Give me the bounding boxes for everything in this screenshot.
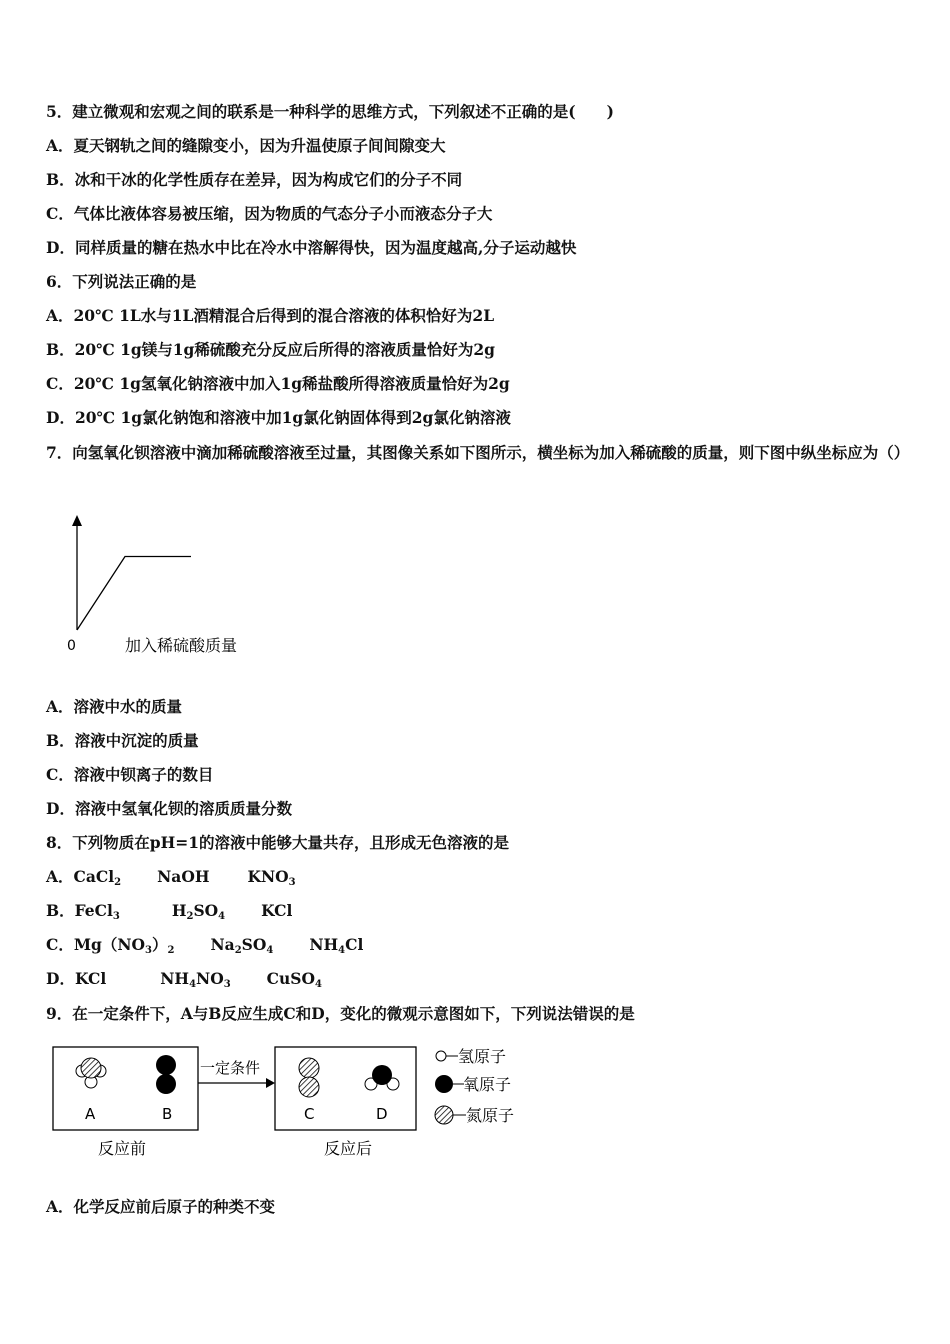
q5-option-a[interactable]: A．夏天钢轨之间的缝隙变小，因为升温使原子间间隙变大: [46, 136, 446, 155]
q8-c-label: C．: [46, 935, 74, 954]
graph-origin-label: 0: [67, 638, 76, 654]
legend-oxygen: [435, 1075, 511, 1094]
label-a: A: [85, 1105, 96, 1123]
q8-d-cuso4: CuSO$_4$: [266, 969, 322, 990]
q7-option-d[interactable]: D．溶液中氢氧化钡的溶质质量分数: [46, 799, 292, 818]
q5-option-d[interactable]: D．同样质量的糖在热水中比在冷水中溶解得快，因为温度越高,分子运动越快: [46, 238, 577, 257]
q8-d-nh4no3: $NH_4NO_3$: [160, 969, 231, 990]
q6-stem: 6．下列说法正确的是: [46, 272, 197, 291]
q8-d-kcl: KCl: [74, 969, 107, 988]
q8-b-fecl3: FeCl$_3$: [74, 901, 120, 922]
q8-a-cacl2: CaCl$_2$: [73, 867, 122, 888]
arrow-head-icon: [266, 1078, 275, 1088]
molecule-c: [299, 1058, 319, 1097]
q9-option-a[interactable]: A．化学反应前后原子的种类不变: [46, 1197, 276, 1216]
label-b: B: [162, 1105, 173, 1123]
before-box: [53, 1047, 198, 1130]
caption-before: 反应前: [98, 1139, 147, 1158]
molecule-a: [76, 1058, 106, 1088]
q9-diagram: [48, 1038, 548, 1168]
q7-option-c[interactable]: C．溶液中钡离子的数目: [46, 765, 214, 784]
molecule-b: [156, 1055, 176, 1094]
q8-c-mgno32: $Mg(NO_3)_2$: [73, 935, 175, 956]
q8-option-c[interactable]: [46, 935, 363, 955]
q6-option-b[interactable]: B．20℃ 1g镁与1g稀硫酸充分反应后所得的溶液质量恰好为2g: [46, 340, 496, 359]
q6-option-d[interactable]: D．20℃ 1g氯化钠饱和溶液中加1g氯化钠固体得到2g氯化钠溶液: [46, 408, 511, 427]
hydrogen-atom-icon: [436, 1051, 446, 1061]
label-d: D: [376, 1105, 388, 1123]
q8-option-a[interactable]: [46, 867, 296, 887]
q7-graph: [55, 510, 270, 660]
q8-c-na2so4: $Na_2SO_4$: [210, 935, 274, 956]
nitrogen-atom-icon: [435, 1106, 453, 1124]
q9-stem: 9．在一定条件下，A与B反应生成C和D，变化的微观示意图如下，下列说法错误的是: [46, 1004, 635, 1023]
legend-hydrogen-label: 氢原子: [458, 1047, 507, 1066]
q5-stem: 5．建立微观和宏观之间的联系是一种科学的思维方式，下列叙述不正确的是( ): [46, 102, 614, 121]
q8-a-kno3: $KNO_3$: [247, 867, 296, 888]
q8-stem: 8．下列物质在pH=1的溶液中能够大量共存，且形成无色溶液的是: [46, 833, 510, 852]
q8-b-h2so4: $H_2SO_4$: [171, 901, 226, 922]
q8-b-label: B．: [46, 901, 75, 920]
legend-hydrogen: [436, 1047, 506, 1066]
q7-stem: 7．向氢氧化钡溶液中滴加稀硫酸溶液至过量，其图像关系如下图所示，横坐标为加入稀硫酸的质量，则下图中纵坐标应为（）: [46, 443, 910, 462]
legend-oxygen-label: 氧原子: [463, 1075, 512, 1094]
legend-nitrogen: [435, 1106, 514, 1125]
label-c: C: [304, 1105, 315, 1123]
q8-a-label: A．: [46, 867, 74, 886]
caption-after: 反应后: [324, 1139, 373, 1158]
y-axis-arrow-icon: [72, 515, 82, 526]
legend-nitrogen-label: 氮原子: [466, 1106, 515, 1125]
q8-a-naoh: NaOH: [157, 867, 210, 886]
graph-curve: [77, 557, 191, 631]
q7-option-b[interactable]: B．溶液中沉淀的质量: [46, 731, 199, 750]
graph-x-label: 加入稀硫酸质量: [125, 636, 238, 655]
q8-option-b[interactable]: [46, 901, 292, 921]
q8-d-label: D．: [46, 969, 75, 988]
oxygen-atom-icon: [435, 1075, 453, 1093]
q6-option-a[interactable]: A．20℃ 1L水与1L酒精混合后得到的混合溶液的体积恰好为2L: [46, 306, 495, 325]
q8-b-kcl: KCl: [261, 901, 293, 920]
q8-c-nh4cl: $NH_4Cl$: [309, 935, 364, 956]
molecule-d: [365, 1065, 399, 1090]
arrow-label: 一定条件: [200, 1059, 261, 1077]
q5-option-c[interactable]: C．气体比液体容易被压缩，因为物质的气态分子小而液态分子大: [46, 204, 493, 223]
q6-option-c[interactable]: C．20℃ 1g氢氧化钠溶液中加入1g稀盐酸所得溶液质量恰好为2g: [46, 374, 510, 393]
q5-option-b[interactable]: B．冰和干冰的化学性质存在差异，因为构成它们的分子不同: [46, 170, 463, 189]
q7-option-a[interactable]: A．溶液中水的质量: [46, 697, 183, 716]
q8-option-d[interactable]: [46, 969, 322, 989]
